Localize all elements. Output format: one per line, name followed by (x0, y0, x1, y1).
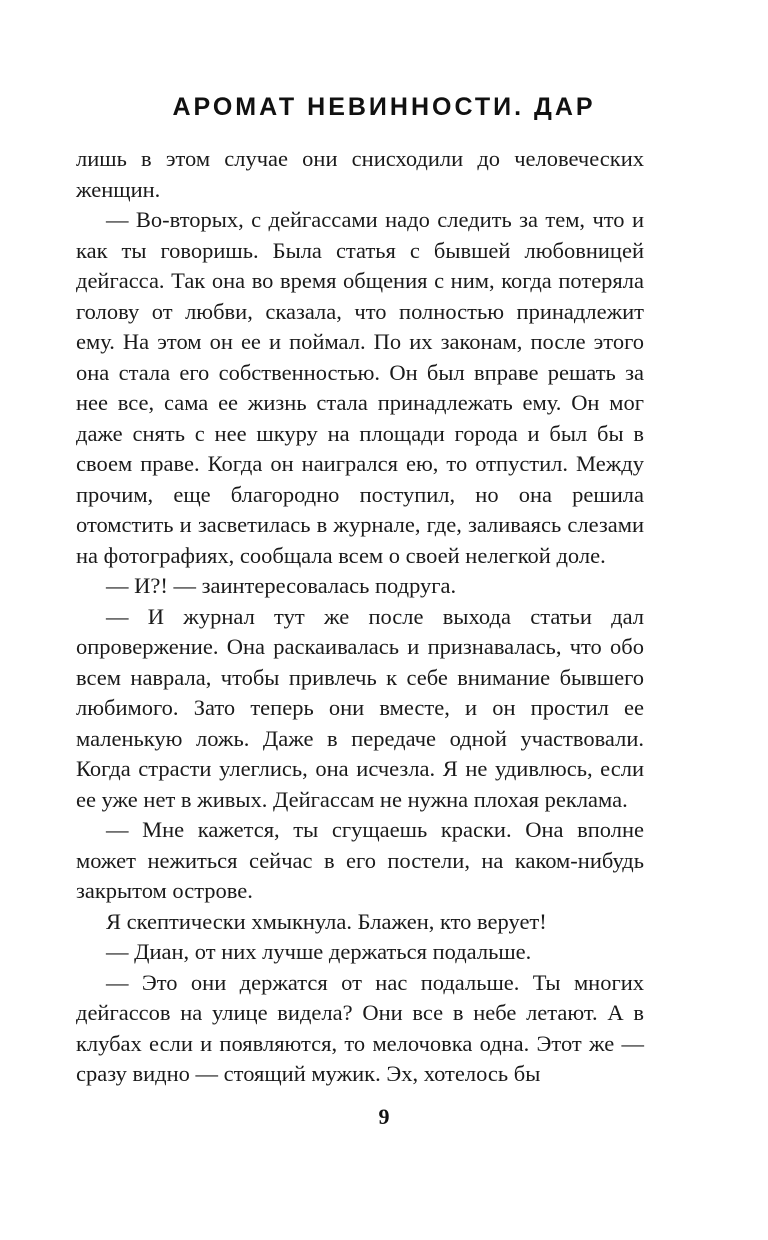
paragraph-dialogue: — И?! — заинтересовалась подруга. (106, 573, 457, 598)
running-header-title: АРОМАТ НЕВИННОСТИ. ДАР (172, 93, 596, 121)
paragraph-continuation: лишь в этом случае они снисходили до человеческих женщин. (76, 146, 644, 202)
paragraph-dialogue: — Диан, от них лучше держаться подальше. (106, 939, 532, 964)
paragraph-dialogue: — Во-вторых, с дейгассами надо следить за тем, что и как ты говоришь. Была статья с бывшей любовницей дейгасса. Так она во время общения с ним, когда потеряла голову от любви, сказала, что полностью принадлежит ему. На этом он ее и поймал. По их законам, после этого она стала его собственностью. Он был вправе решать за нее все, сама ее жизнь стала принадлежать ему. Он мог даже снять с нее шкуру на площади города и был бы в своем праве. Когда он наигрался ею, то отпустил. Между прочим, еще благородно поступил, но она решила отомстить и засветилась в журнале, где, заливаясь слезами на фотографиях, сообщала всем о своей нелегкой доле. (76, 207, 644, 568)
page-number: 9 (378, 1104, 390, 1129)
body-text (76, 144, 644, 1090)
paragraph-dialogue: — Это они держатся от нас подальше. Ты многих дейгассов на улице видела? Они все в небе летают. А в клубах если и появляются, то мелочовка одна. Этот же — сразу видно — стоящий мужик. Эх, хотелось бы (76, 969, 644, 1086)
paragraph-dialogue: — Мне кажется, ты сгущаешь краски. Она вполне может нежиться сейчас в его постели, на каком-нибудь закрытом острове. (76, 817, 644, 903)
paragraph-dialogue: — И журнал тут же после выхода статьи дал опровержение. Она раскаивалась и признавалась, что обо всем наврала, чтобы привлечь к себе внимание бывшего любимого. Зато теперь они вместе, и он простил ее маленькую ложь. Даже в передаче одной участвовали. Когда страсти улеглись, она исчезла. Я не удивлюсь, если ее уже нет в живых. Дейгассам не нужна плохая реклама. (76, 603, 644, 812)
paragraph-narration: Я скептически хмыкнула. Блажен, кто верует! (106, 908, 547, 934)
